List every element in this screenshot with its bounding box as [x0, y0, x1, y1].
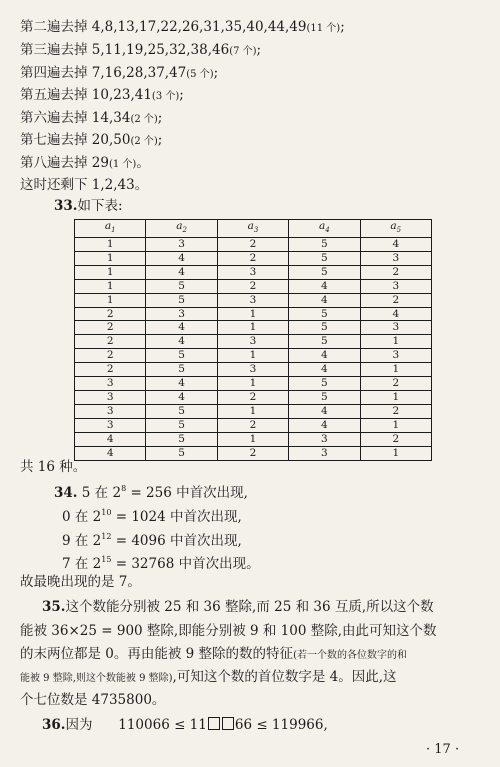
table-cell: 2: [360, 377, 431, 391]
text-line: 第二遍去掉 4,8,13,17,22,26,31,35,40,44,49(11 个);: [20, 19, 345, 35]
table-cell: 2: [217, 238, 288, 252]
table-cell: 1: [360, 418, 431, 432]
table-cell: 4: [289, 418, 360, 432]
text-line: 0 在 $2^{10} = 1024$ 中首次出现,: [62, 508, 242, 525]
column-header: $a_4$: [289, 220, 360, 238]
text-line: 第四遍去掉 7,16,28,37,47(5 个);: [20, 65, 219, 81]
table-row: [75, 404, 432, 418]
table-row: [75, 321, 432, 335]
table-cell: 5: [146, 446, 217, 460]
table-row: [75, 265, 432, 279]
table-cell: 1: [75, 251, 146, 265]
table-cell: 1: [217, 377, 288, 391]
table-row: [75, 335, 432, 349]
table-row: [75, 418, 432, 432]
conclusion: 故最晚出现的是 7。: [20, 574, 141, 590]
question-35: 35.这个数能分别被 25 和 36 整除,而 25 和 36 互质,所以这个数: [42, 599, 434, 615]
table-cell: 5: [146, 404, 217, 418]
column-header: $a_1$: [75, 220, 146, 238]
table-cell: 4: [75, 432, 146, 446]
table-cell: 4: [75, 446, 146, 460]
text-line: 第六遍去掉 14,34(2 个);: [20, 110, 163, 126]
table-cell: 2: [217, 279, 288, 293]
table-row: [75, 251, 432, 265]
table-cell: 5: [289, 238, 360, 252]
table-row: [75, 238, 432, 252]
table-row: [75, 432, 432, 446]
text-line: 个七位数是 4735800。: [20, 692, 166, 708]
table-row: [75, 279, 432, 293]
text-line: 的末两位都是 0。再由能被 9 整除的数的特征(若一个数的各位数字的和: [20, 646, 407, 662]
table-cell: 4: [289, 279, 360, 293]
column-header: $a_2$: [146, 220, 217, 238]
question-number: 33.: [54, 198, 78, 214]
table-cell: 2: [360, 265, 431, 279]
table-cell: 3: [360, 321, 431, 335]
question-36: 36.因为 110066 ≤ 11 66 ≤ 119966,: [42, 717, 328, 733]
table-cell: 3: [146, 238, 217, 252]
text-line: 第八遍去掉 29(1 个)。: [20, 155, 150, 171]
text-line: 能被 36×25 = 900 整除,即能分别被 9 和 100 整除,由此可知这个数: [20, 623, 437, 639]
table-cell: 2: [75, 307, 146, 321]
table-cell: 5: [289, 335, 360, 349]
column-header: $a_5$: [360, 220, 431, 238]
table-cell: 4: [146, 265, 217, 279]
table-row: [75, 446, 432, 460]
blank-box: [222, 717, 234, 730]
table-row: [75, 377, 432, 391]
text-line: 能被 9 整除,则这个数能被 9 整除),可知这个数的首位数字是 4。因此,这: [20, 669, 397, 685]
table-cell: 4: [289, 293, 360, 307]
table-cell: 4: [289, 349, 360, 363]
table-cell: 3: [217, 363, 288, 377]
table-cell: 5: [289, 321, 360, 335]
table-cell: 4: [146, 251, 217, 265]
table-cell: 4: [360, 307, 431, 321]
table-cell: 4: [146, 335, 217, 349]
table-cell: 3: [75, 418, 146, 432]
table-cell: 3: [217, 293, 288, 307]
table-cell: 5: [289, 251, 360, 265]
table-cell: 3: [75, 390, 146, 404]
table-row: [75, 293, 432, 307]
table-cell: 5: [146, 432, 217, 446]
table-row: [75, 363, 432, 377]
text-line: 这时还剩下 1,2,43。: [20, 177, 149, 193]
table-cell: 5: [289, 377, 360, 391]
text-line: 7 在 $2^{15} = 32768$ 中首次出现。: [62, 555, 260, 572]
question-34: 34. 5 在 $2^8 = 256$ 中首次出现,: [54, 484, 248, 501]
question-33: 33.如下表:: [54, 198, 123, 214]
table-cell: 2: [75, 321, 146, 335]
answer-table: [74, 219, 432, 461]
table-cell: 3: [146, 307, 217, 321]
table-cell: 4: [289, 404, 360, 418]
table-cell: 4: [146, 377, 217, 391]
table-cell: 1: [217, 307, 288, 321]
table-cell: 2: [75, 335, 146, 349]
table-cell: 2: [217, 251, 288, 265]
table-cell: 3: [217, 335, 288, 349]
table-cell: 1: [217, 349, 288, 363]
table-cell: 3: [360, 279, 431, 293]
table-cell: 4: [360, 238, 431, 252]
table-cell: 5: [289, 265, 360, 279]
table-cell: 3: [289, 432, 360, 446]
column-header: $a_3$: [217, 220, 288, 238]
table-cell: 1: [75, 279, 146, 293]
table-cell: 2: [75, 363, 146, 377]
page-number: · 17 ·: [426, 742, 460, 757]
table-cell: 5: [289, 307, 360, 321]
question-number: 36.: [42, 717, 66, 733]
table-cell: 1: [75, 238, 146, 252]
table-header-row: [75, 220, 432, 238]
table-cell: 2: [217, 418, 288, 432]
table-cell: 2: [217, 446, 288, 460]
text-line: 第三遍去掉 5,11,19,25,32,38,46(7 个);: [20, 42, 262, 58]
total-count: 共 16 种。: [20, 459, 87, 475]
table-cell: 3: [75, 404, 146, 418]
table-cell: 4: [146, 390, 217, 404]
table-cell: 2: [360, 432, 431, 446]
text-line: 第五遍去掉 10,23,41(3 个);: [20, 87, 184, 103]
table-cell: 3: [360, 349, 431, 363]
table-cell: 3: [289, 446, 360, 460]
table-cell: 1: [217, 404, 288, 418]
table-cell: 2: [75, 349, 146, 363]
table-row: [75, 349, 432, 363]
table-cell: 4: [146, 321, 217, 335]
table-cell: 1: [75, 265, 146, 279]
table-cell: 5: [289, 390, 360, 404]
table-cell: 2: [360, 293, 431, 307]
table-cell: 5: [146, 363, 217, 377]
table-cell: 3: [75, 377, 146, 391]
text-line: 第七遍去掉 20,50(2 个);: [20, 132, 163, 148]
table-cell: 1: [360, 390, 431, 404]
table-cell: 5: [146, 349, 217, 363]
table-cell: 1: [360, 363, 431, 377]
table-cell: 1: [360, 446, 431, 460]
table-cell: 1: [217, 321, 288, 335]
text-line: 9 在 $2^{12} = 4096$ 中首次出现,: [62, 532, 242, 549]
table-cell: 2: [217, 390, 288, 404]
table-cell: 5: [146, 293, 217, 307]
table-cell: 5: [146, 418, 217, 432]
question-number: 35.: [42, 599, 66, 615]
blank-box: [208, 717, 220, 730]
table-cell: 4: [289, 363, 360, 377]
table-cell: 3: [360, 251, 431, 265]
table-row: [75, 307, 432, 321]
table-cell: 3: [217, 265, 288, 279]
table-cell: 5: [146, 279, 217, 293]
question-number: 34.: [54, 485, 78, 501]
table-cell: 1: [217, 432, 288, 446]
table-row: [75, 390, 432, 404]
table-cell: 1: [75, 293, 146, 307]
table-cell: 2: [360, 404, 431, 418]
table-cell: 1: [360, 335, 431, 349]
